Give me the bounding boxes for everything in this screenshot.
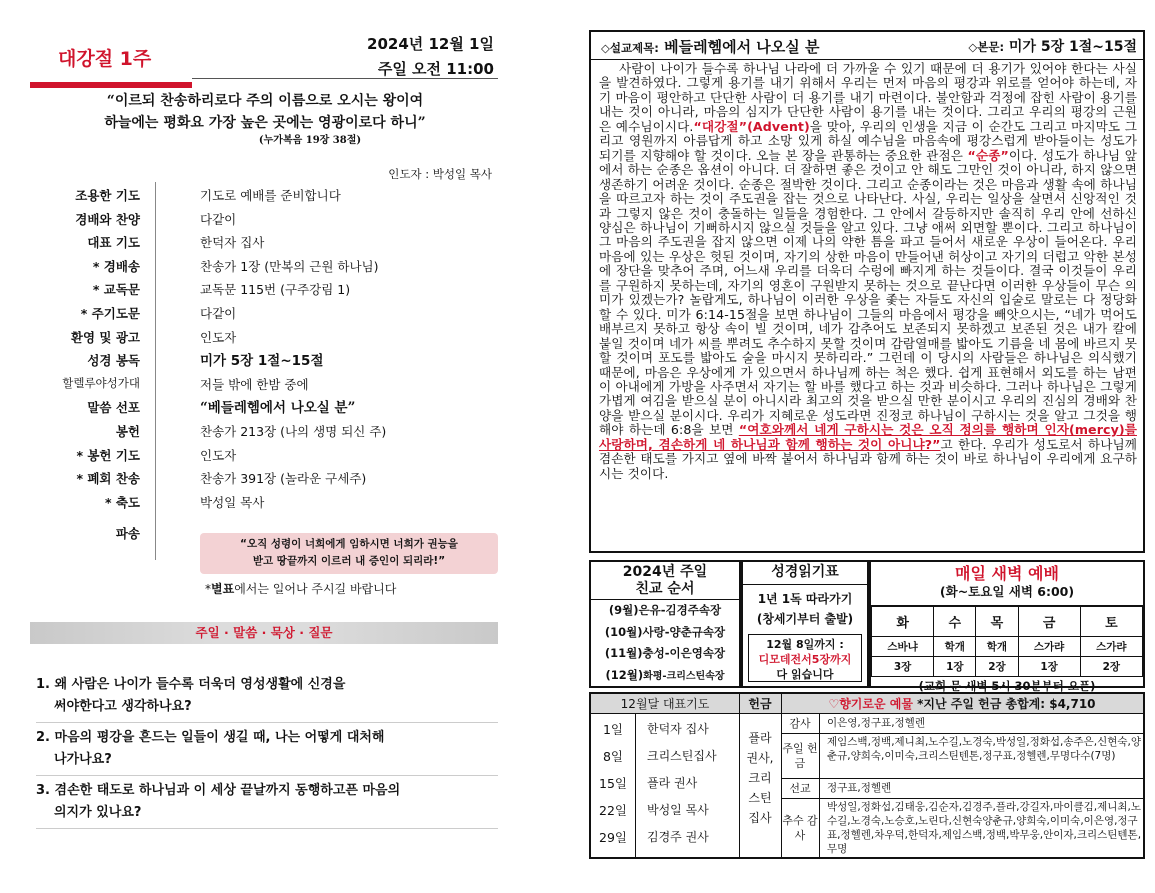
order-value: 인도자	[200, 329, 237, 345]
friendship-team: 사랑-양춘규속장	[642, 624, 726, 639]
order-divider	[155, 418, 156, 442]
leader-text: 인도자 : 박성일 목사	[388, 167, 492, 181]
order-value: 교독문 115번 (구주강림 1)	[200, 282, 351, 298]
gift-category: 선교	[781, 779, 819, 799]
title-tab	[30, 38, 192, 82]
order-divider	[155, 206, 156, 230]
order-value: 저들 밖에 한밤 중에	[200, 376, 309, 392]
friendship-item	[591, 600, 739, 622]
order-divider	[155, 229, 156, 253]
sermon-highlight: “대강절”(Advent)	[693, 118, 810, 134]
prayer-name: 한덕자 집사	[647, 722, 709, 736]
friendship-month: (12월)	[605, 667, 644, 682]
quote-line-2: 하늘에는 평화요 가장 높은 곳에는 영광이로다 하니”	[104, 115, 426, 131]
question-line: 마음의 평강을 흔드는 일들이 생길 때, 나는 어떻게 대처해	[54, 730, 385, 745]
note-line: 12월 8일까지 :	[766, 638, 844, 651]
gift-names: 이은영,정구표,정헬렌	[819, 714, 1143, 734]
question-divider	[36, 828, 498, 829]
page-title: 대강절 1주	[58, 48, 152, 70]
note-line-red: 디모데전서5장까지	[758, 653, 852, 666]
order-value: 찬송가 213장 (나의 생명 되신 주)	[200, 423, 387, 439]
order-row	[30, 229, 500, 253]
bible-reading-line-2: (창세기부터 출발)	[756, 612, 854, 626]
prayer-date: 22일	[599, 803, 627, 818]
dawn-footnote: (교회 문 새벽 5시 30분부터 오픈)	[918, 679, 1096, 693]
sermon-paragraph: 이다. 성도가 하나님 앞에서 하는 순종은 옵션이 아니다. 더 잘하면 좋은 것이고 안 해도 그만인 것이 아니라, 하지 않으면 생존하기 어려운 것이다. 순종은 절박한 것이다. 그리고 순종이라는 것은 마음과 생활 속에 하나님을 따르고자 하는 것이 주도권을 잡는 것으로 나타난다. 사실, 우리는 일상을 살면서 신앙적인 것과 그렇지 않은 것이 충돌하는 일들을 경험한다. 그 안에서 갈등하지만 솔직히 우리 안에 선하신 양심은 하나님이 기뻐하시지 않으실 것들을 알고 있다. 그냥 애써 외면할 뿐이다. 그리고 하나님이 그 마음의 주도권을 잡지 않으면 이제 나의 약한 틈을 파고 들어서 새로운 우상이 들어온다. 우리 마음에 있는 우상은 헛된 것이며, 자기의 상한 마음이 만들어낸 허상이고 자기의 더럽고 악한 본성에 장단을 맞추어 주며, 어느새 우리를 더욱더 수렁에 빠지게 하는 것들이다. 결국 이것들이 우리를 구원하지 못하는데, 자기의 영혼이 구원받지 못하는 것으로 끝난다면 이러한 우상들이 무슨 의미가 있겠는가? 놀랍게도, 하나님이 이러한 우상을 좇는 자들도 자신의 입술로 말로는 다 정당화 할 수 있다. 미가 6:14-15절을 보면 하나님이 그들의 마음에서 평강을 빼앗으시는, “네가 먹어도 배부르지 못하고 항상 속이 빌 것이며, 네가 감추어도 보존되지 못하겠고 보존된 것은 내가 칼에 붙일 것이며 네가 씨를 뿌려도 추수하지 못할 것이며 감람열매를 밟아도 기름을 네 몸에 바르지 못할 것이며 포도를 밟아도 술을 마시지 못하리라.” 그런데 이 당시의 사람들은 하나님은 의식했기 때문에, 마음은 우상에게 가 있으면서 하나님께 하는 척은 했다. 쉽게 표현해서 외도를 하는 남편이 아내에게 가방을 사주면서 자기는 할 바를 했다고 하는 것과 비슷하다. 그러나 하나님은 그렇게 가볍게 여김을 받으실 분이 아니시라 최고의 것을 받으실 만한 분이시고 우리의 진심의 경배와 찬양을 받으실 분이시다. 우리가 지혜로운 성도라면 진정코 하나님이 구하시는 것을 알고 그것을 행해야 하는데 6:8을 보면	[599, 147, 1137, 438]
question-line: 의지가 있나요?	[54, 805, 142, 820]
dawn-chapter: 2장	[976, 657, 1018, 677]
question-line: 왜 사람은 나이가 들수록 더욱더 영성생활에 신경을	[54, 677, 346, 692]
order-divider	[155, 465, 156, 489]
order-label: 대표 기도	[87, 235, 140, 251]
order-divider	[155, 347, 156, 371]
order-label: 말씀 선포	[87, 400, 140, 416]
order-value: 인도자	[200, 447, 237, 463]
order-value: 찬송가 1장 (만복의 근원 하나님)	[200, 258, 379, 274]
dawn-chapter: 1장	[1018, 657, 1080, 677]
prayer-name: 김경주 권사	[647, 830, 709, 844]
friendship-team: 충성-이은영속장	[642, 646, 726, 660]
quote-line-1: “이르되 찬송하리로다 주의 이름으로 오시는 왕이여	[106, 93, 424, 109]
prayer-date: 8일	[602, 749, 624, 764]
send-off-line-2: 받고 땅끝까지 이르러 내 증인이 되리라!”	[252, 555, 446, 567]
order-divider	[155, 182, 156, 206]
scripture-quote	[30, 90, 500, 148]
friendship-title-2: 친교 순서	[635, 581, 695, 597]
question-item	[36, 674, 498, 718]
order-divider	[155, 489, 156, 513]
order-divider	[155, 276, 156, 300]
title-underline	[30, 82, 192, 88]
dawn-day: 토	[1080, 607, 1142, 637]
sermon-title-text: 베들레헴에서 나오실 분	[658, 38, 820, 56]
dawn-book: 스가랴	[1080, 637, 1142, 657]
order-divider	[155, 512, 156, 560]
prayer-names	[635, 714, 739, 851]
order-label: 할렐루야성가대	[62, 375, 140, 390]
question-divider	[36, 775, 498, 776]
offering-total: *지난 주일 헌금 총합계: $4,710	[912, 697, 1096, 711]
dawn-subtitle: (화~토요일 새벽 6:00)	[871, 584, 1143, 606]
friendship-month: (11월)	[604, 646, 643, 660]
dawn-table	[871, 606, 1143, 677]
prayer-dates	[591, 714, 635, 851]
dawn-book: 학개	[934, 637, 976, 657]
order-divider	[155, 394, 156, 418]
question-item	[36, 727, 498, 771]
bible-reading	[741, 560, 869, 688]
gift-header	[781, 694, 1143, 714]
sermon-text-ref: 미가 5장 1절~15절	[1004, 39, 1137, 55]
prayer-name: 크리스틴집사	[647, 749, 717, 763]
order-value: 미가 5장 1절~15절	[200, 353, 324, 370]
order-label: 환영 및 광고	[70, 329, 140, 345]
worship-order	[30, 182, 500, 560]
offering-line: 크리	[748, 771, 772, 785]
service-date	[367, 32, 494, 82]
quote-reference: (누가복음 19장 38절)	[258, 135, 362, 146]
order-label: * 폐회 찬송	[76, 471, 140, 487]
order-divider	[155, 253, 156, 277]
sermon-text	[968, 36, 1137, 56]
friendship-month: (10월)	[604, 624, 643, 639]
order-label: 성경 봉독	[87, 353, 140, 369]
order-value: 한덕자 집사	[200, 235, 265, 251]
friendship-team: 은유-김경주속장	[638, 603, 722, 617]
sermon-header	[591, 32, 1143, 60]
order-label: 조용한 기도	[75, 188, 140, 203]
sermon-title-label: ◇설교제목:	[601, 41, 659, 55]
gift-category: 추수 감사	[782, 814, 818, 842]
order-row	[30, 394, 500, 418]
meditation-banner: 주일 · 말씀 · 묵상 · 질문	[30, 622, 498, 644]
bible-reading-line-1: 1년 1독 따라가기	[757, 592, 853, 606]
gift-names: 박성일,정화섭,김태웅,김순자,김경주,플라,강길자,마이클김,제니최,노수길,노경숙,노승호,노린다,신현숙양춘규,양희숙,이미숙,이은영,정구표,정헬렌,차우덕,한덕자,제임스백,정백,박무웅,안이자,크리스틴텐톤,무명	[827, 801, 1142, 855]
gift-category: 주일 헌금	[781, 734, 819, 779]
dawn-service	[869, 560, 1145, 693]
question-number: 2.	[36, 730, 50, 745]
order-label: * 봉헌 기도	[76, 447, 140, 463]
dawn-title: 매일 새벽 예배	[955, 564, 1059, 583]
dawn-chapter: 2장	[1080, 657, 1142, 677]
sermon-box	[589, 30, 1145, 553]
order-divider	[155, 324, 156, 348]
send-off-verse	[200, 533, 498, 574]
question-line: 나가나요?	[54, 752, 112, 767]
standing-note	[205, 580, 396, 597]
dawn-day: 화	[872, 607, 934, 637]
order-row	[30, 300, 500, 324]
order-row	[30, 182, 500, 206]
bible-reading-title: 성경읽기표	[743, 562, 867, 585]
order-row	[30, 206, 500, 230]
question-number: 3.	[36, 783, 50, 798]
order-row	[30, 465, 500, 489]
order-row	[30, 489, 500, 513]
offering-line: 집사	[748, 811, 772, 825]
gift-title: 향기로운 예물	[839, 697, 913, 711]
order-label: * 경배송	[92, 258, 140, 274]
order-row	[30, 276, 500, 300]
date-text: 2024년 12월 1일	[367, 35, 494, 53]
order-row	[30, 253, 500, 277]
left-page	[30, 28, 500, 873]
order-value: 다같이	[200, 305, 237, 321]
question-divider	[36, 722, 498, 723]
question-item	[36, 780, 498, 824]
order-label: 파송	[115, 526, 140, 542]
gift-names: 정구표,정헬렌	[819, 779, 1143, 799]
gift-category: 감사	[781, 714, 819, 734]
sermon-body	[599, 62, 1137, 481]
prayer-name: 박성일 목사	[647, 803, 709, 817]
dawn-day: 수	[934, 607, 976, 637]
order-row	[30, 324, 500, 348]
prayer-offering-grid	[589, 692, 1145, 859]
dawn-chapter: 1장	[934, 657, 976, 677]
question-line: 겸손한 태도로 하나님과 이 세상 끝날까지 동행하고픈 마음의	[54, 783, 401, 798]
order-label: 봉헌	[115, 423, 140, 439]
question-list	[36, 674, 498, 833]
dawn-book: 스가랴	[1018, 637, 1080, 657]
friendship-item	[591, 622, 739, 644]
friendship-item	[591, 643, 739, 665]
order-value: “베들레헴에서 나오실 분”	[200, 400, 356, 417]
order-divider	[155, 371, 156, 395]
order-label: * 주기도문	[80, 305, 140, 321]
friendship-item	[591, 665, 739, 688]
question-number: 1.	[36, 677, 50, 692]
note-line: 다 읽습니다	[776, 668, 834, 681]
order-value: 기도로 예배를 준비합니다	[200, 188, 341, 203]
dawn-book: 스바냐	[872, 637, 934, 657]
send-off-line-1: “오직 성령이 너희에게 임하시면 너희가 권능을	[240, 538, 458, 550]
offering-line: 스틴	[748, 791, 772, 805]
friendship-team: 화평-크리스틴속장	[643, 670, 725, 682]
sermon-paragraph: 사람이 나이가 들수록 하나님 나라에 더 가까울 수 있기 때문에 더 용기가 있어야 한다는 사실을 발견하였다. 그렇게 용기를 내기 위해서 우리는 먼저 마음의 평강과 위로를 얻어야 하는데, 자기 마음이 평안하고 단단한 사람이 더 용기를 내기 마련이다. 불안함과 걱정에 잡힌 사람이 용기를 내는 것이 아니라, 마음의 심지가 단단한 사람이 용기를 내는 것이다. 그리고 우리의 평강의 근원은 예수님이시다.	[599, 61, 1137, 134]
sermon-text-label: ◇본문:	[968, 40, 1005, 54]
dawn-day: 금	[1018, 607, 1080, 637]
friendship-schedule	[589, 560, 741, 688]
order-label: * 교독문	[92, 282, 140, 298]
prayer-date: 1일	[602, 722, 624, 737]
order-label: 경배와 찬양	[75, 211, 140, 227]
order-divider	[155, 300, 156, 324]
dawn-chapter: 3장	[872, 657, 934, 677]
sermon-paragraph: 고 한다. 우리가 성도로서 하나님께 겸손한 태도를 가지고 옆에 바짝 붙어서 하나님과 함께 하는 것이 바로 하나님이 우리에게 요구하시는 것이다.	[599, 436, 1137, 481]
order-value: 다같이	[200, 211, 237, 227]
order-label: * 축도	[104, 494, 140, 510]
prayer-header: 12월달 대표기도	[591, 694, 739, 714]
order-row	[30, 442, 500, 466]
order-row	[30, 371, 500, 395]
prayer-date: 15일	[599, 776, 627, 791]
sermon-title	[601, 36, 819, 57]
offering-counter	[739, 714, 781, 859]
bible-reading-note	[748, 634, 862, 682]
order-divider	[155, 442, 156, 466]
order-value: 박성일 목사	[200, 494, 265, 510]
friendship-month: (9월)	[608, 603, 639, 617]
prayer-date: 29일	[599, 830, 627, 845]
order-value: 찬송가 391장 (놀라운 구세주)	[200, 471, 367, 487]
dawn-book: 학개	[976, 637, 1018, 657]
time-text: 주일 오전 11:00	[377, 60, 494, 78]
dawn-day: 목	[976, 607, 1018, 637]
standing-bold: 별표	[211, 582, 235, 596]
sermon-highlight: “순종”	[967, 147, 1009, 163]
heart-icon: ♡	[828, 697, 840, 711]
friendship-header	[591, 562, 739, 600]
order-row	[30, 418, 500, 442]
sermon-highlight: “여호와께서 네게 구하시는 것은 오직 정의를 행하며 인자(mercy)를 사랑하며, 겸손하게 네 하나님과 함께 행하는 것이 아니냐?”	[599, 422, 1137, 452]
friendship-title-1: 2024년 주일	[622, 564, 708, 580]
asterisk-mark: *	[205, 582, 211, 596]
gift-names: 제임스백,정백,제니최,노수길,노경숙,박성일,정화섭,송주은,신현숙,양춘규,양희숙,이미숙,크리스틴텐톤,정구표,정헬렌,무명다수(7명)	[819, 734, 1143, 779]
offering-line: 권사,	[746, 751, 774, 765]
sermon-paragraph: 을 맞아, 우리의 인생을 지금 이 순간도 그리고 마지막도 그리고 영원까지 아름답게 하고 소망 있게 하실 예수님을 마음속에 평강스럽게 받아들이는 성도가 되기를 지향해야 할 것이다. 오늘 본 장을 관통하는 중요한 관점은	[599, 118, 1137, 163]
standing-rest: 에서는 일어나 주시길 바랍니다	[234, 582, 397, 596]
question-line: 써야한다고 생각하나요?	[54, 699, 192, 714]
prayer-name: 플라 권사	[647, 776, 698, 790]
offering-line: 플라	[748, 731, 772, 745]
offering-header: 헌금	[739, 694, 781, 714]
order-row	[30, 347, 500, 371]
